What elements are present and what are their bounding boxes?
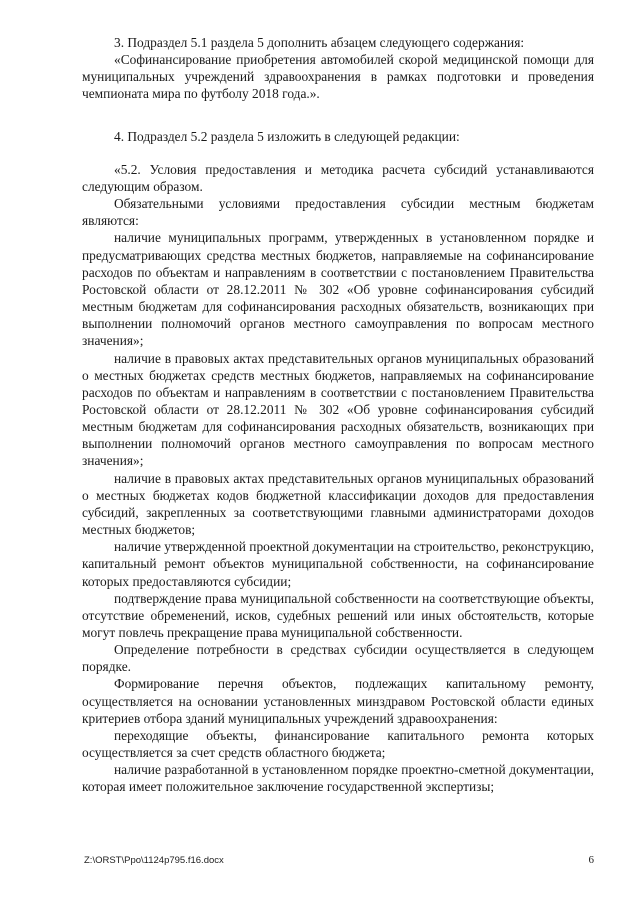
footer-file-path: Z:\ORST\Ppo\1124p795.f16.docx — [84, 855, 224, 866]
spacer — [82, 145, 594, 161]
paragraph-needs-determination: Определение потребности в средствах субсидии осуществляется в следующем порядке. — [82, 642, 594, 675]
paragraph-section-5-2: «5.2. Условия предоставления и методика расчета субсидий устанавливаются следующим образом. — [82, 161, 594, 194]
paragraph-quote-ambulance: «Софинансирование приобретения автомобилей скорой медицинской помощи для муниципальных учреждений здравоохранения в рамках подготовки и проведения чемпионата мира по футболу 2018 года.». — [82, 52, 594, 102]
paragraph-condition-budget-codes: наличие в правовых актах представительных органов муниципальных образований о местных бюджетах кодов бюджетной классификации доходов для предоставления субсидий, закрепленных за соответствующими главными администраторами доходов местных бюджетов; — [82, 470, 594, 538]
paragraph-item-4: 4. Подраздел 5.2 раздела 5 изложить в следующей редакции: — [114, 128, 460, 144]
paragraph-item-3: 3. Подраздел 5.1 раздела 5 дополнить абзацем следующего содержания: — [114, 35, 525, 50]
document-body — [82, 34, 594, 796]
paragraph-condition-ownership: подтверждение права муниципальной собственности на соответствующие объекты, отсутствие обременений, исков, судебных решений или иных обстоятельств, которые могут повлечь прекращение права муниципальной собственности. — [82, 590, 594, 640]
paragraph-condition-budget-funds: наличие в правовых актах представительных органов муниципальных образований о местных бюджетах средств местных бюджетов, направляемых на софинансирование расходов по объектам и направлениям в соответствии с постановлением Правительства Ростовской области от 28.12.2011 № 302 «Об уровне софинансирования субсидий местным бюджетам для софинансирования расходных обязательств, возникающих при выполнении полномочий органов местного самоуправления по вопросам местного значения»; — [82, 350, 594, 469]
paragraph-condition-project-docs: наличие утвержденной проектной документации на строительство, реконструкцию, капитальный ремонт объектов муниципальной собственности, на софинансирование которых предоставляются субсидии; — [82, 539, 594, 589]
spacer — [82, 103, 594, 128]
paragraph-conditions-intro: Обязательными условиями предоставления субсидии местным бюджетам являются: — [82, 196, 594, 229]
paragraph-object-list-formation: Формирование перечня объектов, подлежащих капитальному ремонту, осуществляется на основании установленных минздравом Ростовской области единых критериев отбора зданий муниципальных учреждений здравоохранения: — [82, 676, 594, 726]
paragraph-criterion-expertise: наличие разработанной в установленном порядке проектно-сметной документации, которая имеет положительное заключение государственной экспертизы; — [82, 762, 594, 795]
page-number: 6 — [588, 854, 594, 866]
paragraph-condition-programs: наличие муниципальных программ, утвержденных в установленном порядке и предусматривающих средства местных бюджетов, направляемые на софинансирование расходов по объектам и направлениям в соответствии с постановлением Правительства Ростовской области от 28.12.2011 № 302 «Об уровне софинансирования субсидий местным бюджетам для софинансирования расходных обязательств, возникающих при выполнении полномочий органов местного самоуправления по вопросам местного значения»; — [82, 230, 594, 349]
paragraph-criterion-carryover: переходящие объекты, финансирование капитального ремонта которых осуществляется за счет средств областного бюджета; — [82, 727, 594, 761]
